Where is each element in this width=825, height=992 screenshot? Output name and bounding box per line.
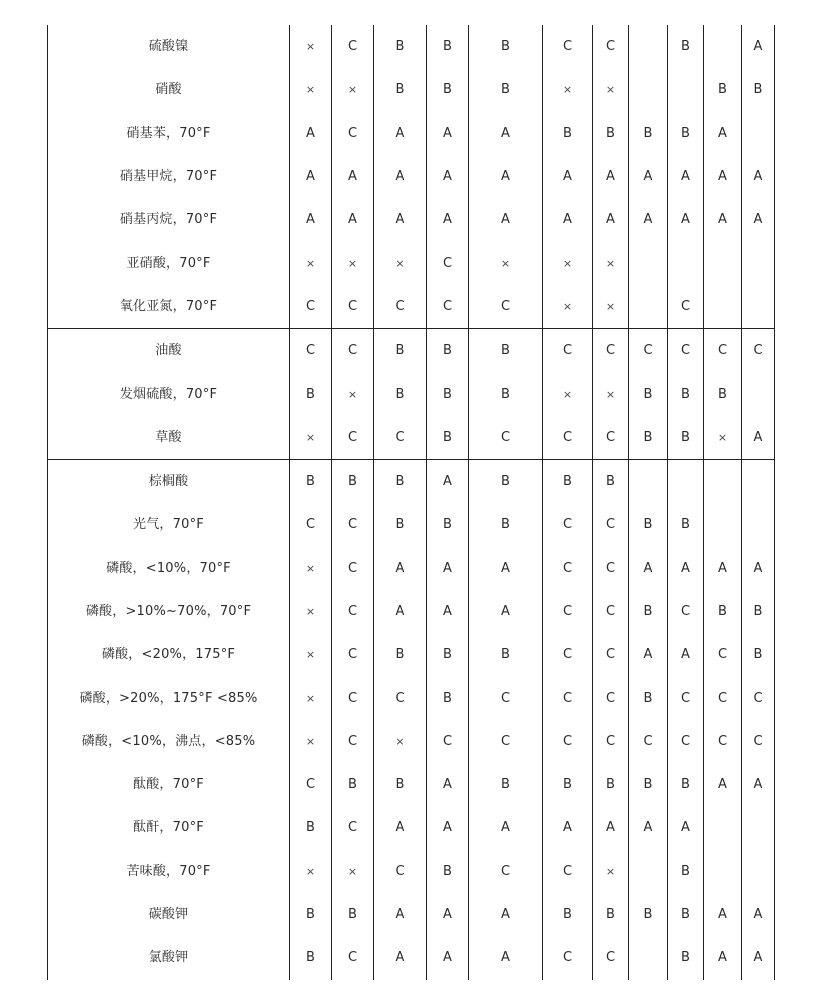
table-row xyxy=(48,329,775,373)
table-row xyxy=(48,112,775,155)
rating-cell: × xyxy=(543,372,593,415)
rating-cell: A xyxy=(290,198,332,241)
rating-cell: B xyxy=(704,68,742,111)
rating-cell xyxy=(629,936,668,979)
rating-cell: B xyxy=(668,112,704,155)
rating-cell: B xyxy=(543,893,593,936)
rating-cell: C xyxy=(543,720,593,763)
table-row xyxy=(48,720,775,763)
rating-cell: B xyxy=(427,633,469,676)
rating-cell: C xyxy=(593,416,629,460)
rating-cell: × xyxy=(290,676,332,719)
rating-cell: B xyxy=(469,503,543,546)
rating-cell: C xyxy=(668,676,704,719)
rating-cell: C xyxy=(543,590,593,633)
rating-cell: C xyxy=(543,547,593,590)
rating-cell: × xyxy=(704,416,742,460)
table-section xyxy=(48,329,775,460)
table-row xyxy=(48,763,775,806)
rating-cell: C xyxy=(469,720,543,763)
chemical-name-cell: 亚硝酸，70°F xyxy=(48,241,290,284)
rating-cell: C xyxy=(543,503,593,546)
rating-cell: × xyxy=(593,68,629,111)
rating-cell xyxy=(742,806,775,849)
rating-cell: B xyxy=(469,25,543,68)
rating-cell: A xyxy=(374,547,427,590)
rating-cell: A xyxy=(742,893,775,936)
chemical-name-cell: 酞酸，70°F xyxy=(48,763,290,806)
rating-cell: B xyxy=(374,503,427,546)
rating-cell xyxy=(704,25,742,68)
rating-cell: C xyxy=(332,25,374,68)
rating-cell: B xyxy=(427,25,469,68)
rating-cell xyxy=(668,459,704,503)
rating-cell: × xyxy=(290,416,332,460)
rating-cell: B xyxy=(543,763,593,806)
rating-cell: B xyxy=(629,676,668,719)
chemical-name-cell: 硝酸 xyxy=(48,68,290,111)
rating-cell: B xyxy=(469,763,543,806)
chemical-name-cell: 氧化亚氮，70°F xyxy=(48,285,290,329)
rating-cell: × xyxy=(593,241,629,284)
rating-cell: × xyxy=(593,372,629,415)
rating-cell: × xyxy=(290,241,332,284)
rating-cell: C xyxy=(332,503,374,546)
rating-cell xyxy=(704,806,742,849)
rating-cell: C xyxy=(469,850,543,893)
rating-cell: × xyxy=(593,285,629,329)
rating-cell: A xyxy=(704,198,742,241)
rating-cell: C xyxy=(427,720,469,763)
rating-cell: B xyxy=(629,112,668,155)
rating-cell: C xyxy=(543,676,593,719)
rating-cell: B xyxy=(593,763,629,806)
chemical-compatibility-table xyxy=(47,25,775,980)
rating-cell: C xyxy=(593,329,629,373)
rating-cell: A xyxy=(374,590,427,633)
rating-cell: B xyxy=(742,68,775,111)
rating-cell: C xyxy=(742,329,775,373)
rating-cell: A xyxy=(593,198,629,241)
rating-cell: C xyxy=(742,720,775,763)
rating-cell: A xyxy=(374,112,427,155)
rating-cell: A xyxy=(332,198,374,241)
table-row xyxy=(48,25,775,68)
rating-cell: C xyxy=(668,285,704,329)
chemical-name-cell: 磷酸，<10%，70°F xyxy=(48,547,290,590)
rating-cell: × xyxy=(593,850,629,893)
rating-cell xyxy=(742,241,775,284)
rating-cell: B xyxy=(668,25,704,68)
table-row xyxy=(48,547,775,590)
rating-cell: B xyxy=(427,850,469,893)
rating-cell: B xyxy=(469,68,543,111)
rating-cell: A xyxy=(742,547,775,590)
rating-cell: A xyxy=(742,198,775,241)
rating-cell xyxy=(742,459,775,503)
chemical-name-cell: 油酸 xyxy=(48,329,290,373)
rating-cell: B xyxy=(629,503,668,546)
rating-cell: B xyxy=(742,633,775,676)
rating-cell xyxy=(668,241,704,284)
rating-cell: A xyxy=(742,155,775,198)
rating-cell: B xyxy=(427,416,469,460)
table-row xyxy=(48,676,775,719)
rating-cell: B xyxy=(593,459,629,503)
rating-cell: C xyxy=(593,720,629,763)
rating-cell: × xyxy=(543,241,593,284)
table-row xyxy=(48,241,775,284)
rating-cell: × xyxy=(290,25,332,68)
chemical-name-cell: 发烟硫酸，70°F xyxy=(48,372,290,415)
rating-cell: × xyxy=(374,720,427,763)
rating-cell: A xyxy=(469,198,543,241)
rating-cell: A xyxy=(742,763,775,806)
rating-cell: C xyxy=(374,416,427,460)
rating-cell: B xyxy=(427,372,469,415)
chemical-name-cell: 草酸 xyxy=(48,416,290,460)
rating-cell: B xyxy=(668,372,704,415)
rating-cell: B xyxy=(742,590,775,633)
rating-cell: A xyxy=(704,547,742,590)
chemical-name-cell: 硝基苯，70°F xyxy=(48,112,290,155)
rating-cell: A xyxy=(668,198,704,241)
rating-cell: C xyxy=(332,416,374,460)
rating-cell: C xyxy=(668,329,704,373)
table-row xyxy=(48,372,775,415)
rating-cell: C xyxy=(290,285,332,329)
rating-cell: C xyxy=(332,676,374,719)
rating-cell: × xyxy=(332,241,374,284)
rating-cell: B xyxy=(629,372,668,415)
rating-cell: B xyxy=(469,459,543,503)
rating-cell: × xyxy=(290,590,332,633)
rating-cell: C xyxy=(332,806,374,849)
rating-cell: B xyxy=(543,459,593,503)
rating-cell: A xyxy=(427,459,469,503)
rating-cell: B xyxy=(290,893,332,936)
rating-cell: A xyxy=(427,806,469,849)
rating-cell: B xyxy=(332,459,374,503)
rating-cell: B xyxy=(332,763,374,806)
rating-cell: A xyxy=(629,547,668,590)
rating-cell: A xyxy=(469,112,543,155)
rating-cell: C xyxy=(668,720,704,763)
rating-cell: A xyxy=(543,806,593,849)
rating-cell: A xyxy=(427,112,469,155)
rating-cell: A xyxy=(469,155,543,198)
rating-cell: C xyxy=(593,590,629,633)
rating-cell: B xyxy=(668,893,704,936)
rating-cell: C xyxy=(332,590,374,633)
rating-cell xyxy=(742,285,775,329)
rating-cell: B xyxy=(543,112,593,155)
rating-cell xyxy=(704,850,742,893)
rating-cell: B xyxy=(704,590,742,633)
table-row xyxy=(48,806,775,849)
rating-cell: B xyxy=(668,850,704,893)
rating-cell: A xyxy=(427,936,469,979)
rating-cell xyxy=(629,285,668,329)
rating-cell: C xyxy=(332,633,374,676)
rating-cell: A xyxy=(469,936,543,979)
rating-cell: B xyxy=(290,372,332,415)
rating-cell: C xyxy=(543,633,593,676)
table-row xyxy=(48,936,775,979)
rating-cell: A xyxy=(543,155,593,198)
rating-cell: A xyxy=(469,590,543,633)
rating-cell: B xyxy=(629,416,668,460)
rating-cell: C xyxy=(742,676,775,719)
chemical-name-cell: 酞酐，70°F xyxy=(48,806,290,849)
rating-cell: C xyxy=(704,329,742,373)
rating-cell: B xyxy=(290,806,332,849)
rating-cell xyxy=(629,25,668,68)
table-row xyxy=(48,850,775,893)
rating-cell: C xyxy=(629,329,668,373)
rating-cell: A xyxy=(543,198,593,241)
rating-cell: × xyxy=(332,372,374,415)
rating-cell: A xyxy=(427,590,469,633)
rating-cell: A xyxy=(374,893,427,936)
rating-cell: A xyxy=(629,198,668,241)
rating-cell: A xyxy=(742,936,775,979)
rating-cell: A xyxy=(629,806,668,849)
rating-cell: C xyxy=(332,329,374,373)
rating-cell: A xyxy=(332,155,374,198)
rating-cell: B xyxy=(593,893,629,936)
rating-cell xyxy=(629,68,668,111)
rating-cell: A xyxy=(704,936,742,979)
rating-cell: B xyxy=(427,68,469,111)
rating-cell xyxy=(704,241,742,284)
rating-cell: C xyxy=(543,850,593,893)
rating-cell: C xyxy=(427,241,469,284)
table-row xyxy=(48,893,775,936)
rating-cell: C xyxy=(593,547,629,590)
table-row xyxy=(48,459,775,503)
rating-cell xyxy=(704,503,742,546)
rating-cell: A xyxy=(668,547,704,590)
rating-cell: C xyxy=(469,285,543,329)
rating-cell: C xyxy=(704,676,742,719)
rating-cell xyxy=(742,850,775,893)
rating-cell: B xyxy=(668,763,704,806)
rating-cell: A xyxy=(742,25,775,68)
chemical-name-cell: 硝基甲烷，70°F xyxy=(48,155,290,198)
rating-cell xyxy=(742,503,775,546)
rating-cell: B xyxy=(629,590,668,633)
rating-cell xyxy=(629,850,668,893)
rating-cell: A xyxy=(593,155,629,198)
rating-cell: C xyxy=(374,850,427,893)
rating-cell: C xyxy=(629,720,668,763)
rating-cell: B xyxy=(427,503,469,546)
rating-cell: × xyxy=(290,547,332,590)
rating-cell: B xyxy=(374,68,427,111)
chemical-name-cell: 棕榈酸 xyxy=(48,459,290,503)
rating-cell: × xyxy=(290,850,332,893)
rating-cell: C xyxy=(593,25,629,68)
rating-cell: B xyxy=(629,763,668,806)
rating-cell: A xyxy=(374,806,427,849)
rating-cell: A xyxy=(704,763,742,806)
rating-cell: A xyxy=(469,547,543,590)
rating-cell: A xyxy=(629,633,668,676)
rating-cell: A xyxy=(374,155,427,198)
rating-cell: A xyxy=(427,155,469,198)
rating-cell: B xyxy=(374,329,427,373)
rating-cell: × xyxy=(290,633,332,676)
chemical-name-cell: 磷酸，>20%，175°F <85% xyxy=(48,676,290,719)
rating-cell: B xyxy=(427,676,469,719)
rating-cell: C xyxy=(290,329,332,373)
rating-cell: A xyxy=(629,155,668,198)
chemical-name-cell: 磷酸，<20%，175°F xyxy=(48,633,290,676)
rating-cell: C xyxy=(332,547,374,590)
rating-cell: C xyxy=(543,936,593,979)
rating-cell: B xyxy=(469,633,543,676)
rating-cell xyxy=(704,285,742,329)
table-row xyxy=(48,416,775,460)
rating-cell: × xyxy=(543,68,593,111)
rating-cell: C xyxy=(593,936,629,979)
rating-cell: C xyxy=(374,285,427,329)
rating-cell: B xyxy=(629,893,668,936)
table-row xyxy=(48,285,775,329)
chemical-name-cell: 光气，70°F xyxy=(48,503,290,546)
chemical-name-cell: 苦味酸，70°F xyxy=(48,850,290,893)
rating-cell xyxy=(742,112,775,155)
rating-cell: B xyxy=(374,25,427,68)
rating-cell: B xyxy=(290,936,332,979)
table-row xyxy=(48,503,775,546)
rating-cell: × xyxy=(290,720,332,763)
table-row xyxy=(48,68,775,111)
rating-cell: A xyxy=(427,198,469,241)
rating-cell: C xyxy=(593,676,629,719)
rating-cell: B xyxy=(374,633,427,676)
rating-cell: B xyxy=(374,459,427,503)
rating-cell: A xyxy=(704,112,742,155)
rating-cell: A xyxy=(427,547,469,590)
rating-cell: B xyxy=(668,416,704,460)
rating-cell: A xyxy=(704,893,742,936)
rating-cell: C xyxy=(332,112,374,155)
rating-cell: A xyxy=(427,763,469,806)
rating-cell: × xyxy=(332,68,374,111)
rating-cell: C xyxy=(704,720,742,763)
rating-cell: C xyxy=(374,676,427,719)
rating-cell: B xyxy=(374,372,427,415)
rating-cell: C xyxy=(469,676,543,719)
rating-cell: × xyxy=(469,241,543,284)
rating-cell: C xyxy=(543,329,593,373)
rating-cell xyxy=(668,68,704,111)
chemical-name-cell: 磷酸，<10%，沸点，<85% xyxy=(48,720,290,763)
rating-cell: C xyxy=(593,503,629,546)
rating-cell xyxy=(704,459,742,503)
rating-cell: C xyxy=(469,416,543,460)
chemical-name-cell: 碳酸钾 xyxy=(48,893,290,936)
rating-cell: A xyxy=(668,806,704,849)
table-row xyxy=(48,155,775,198)
rating-cell: C xyxy=(704,633,742,676)
rating-cell: B xyxy=(593,112,629,155)
rating-cell: B xyxy=(668,936,704,979)
chemical-name-cell: 硫酸镍 xyxy=(48,25,290,68)
rating-cell: B xyxy=(427,329,469,373)
table-row xyxy=(48,633,775,676)
rating-cell xyxy=(742,372,775,415)
table-section xyxy=(48,459,775,979)
table-row xyxy=(48,590,775,633)
rating-cell: A xyxy=(593,806,629,849)
rating-cell: C xyxy=(593,633,629,676)
table-row xyxy=(48,198,775,241)
rating-cell: C xyxy=(332,720,374,763)
rating-cell: A xyxy=(290,112,332,155)
rating-cell: A xyxy=(374,198,427,241)
rating-cell: B xyxy=(290,459,332,503)
rating-cell: × xyxy=(332,850,374,893)
rating-cell: A xyxy=(290,155,332,198)
table-section xyxy=(48,25,775,329)
rating-cell xyxy=(629,459,668,503)
rating-cell: A xyxy=(742,416,775,460)
chemical-name-cell: 硝基丙烷，70°F xyxy=(48,198,290,241)
chemical-name-cell: 氯酸钾 xyxy=(48,936,290,979)
rating-cell: C xyxy=(290,763,332,806)
rating-cell: × xyxy=(290,68,332,111)
rating-cell: A xyxy=(469,806,543,849)
rating-cell: C xyxy=(290,503,332,546)
rating-cell: A xyxy=(704,155,742,198)
rating-cell: A xyxy=(668,155,704,198)
rating-cell: C xyxy=(427,285,469,329)
rating-cell: B xyxy=(469,372,543,415)
rating-cell: C xyxy=(332,936,374,979)
rating-cell: B xyxy=(668,503,704,546)
rating-cell: A xyxy=(668,633,704,676)
rating-cell: A xyxy=(427,893,469,936)
rating-cell: × xyxy=(543,285,593,329)
rating-cell: C xyxy=(668,590,704,633)
rating-cell: C xyxy=(543,25,593,68)
rating-cell: B xyxy=(469,329,543,373)
rating-cell: B xyxy=(374,763,427,806)
rating-cell: × xyxy=(374,241,427,284)
rating-cell: B xyxy=(332,893,374,936)
rating-cell: C xyxy=(332,285,374,329)
chemical-name-cell: 磷酸，>10%~70%，70°F xyxy=(48,590,290,633)
rating-cell: B xyxy=(704,372,742,415)
rating-cell xyxy=(629,241,668,284)
rating-cell: C xyxy=(543,416,593,460)
rating-cell: A xyxy=(374,936,427,979)
rating-cell: A xyxy=(469,893,543,936)
